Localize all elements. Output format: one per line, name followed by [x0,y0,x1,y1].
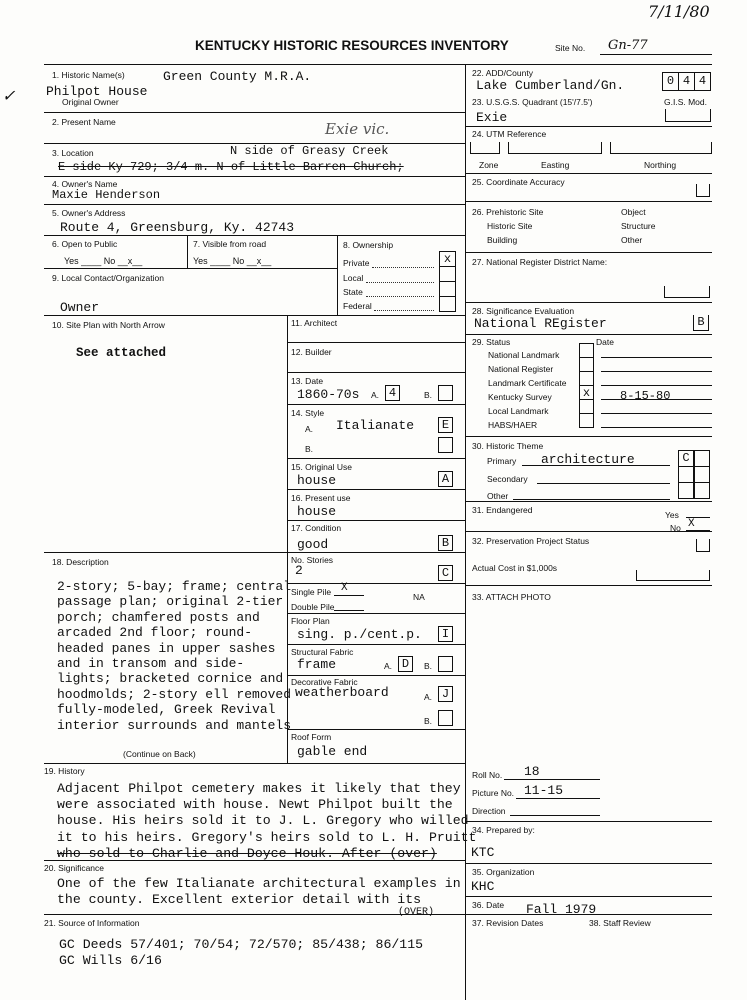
significance-line: One of the few Italianate architectural examples in [57,876,461,891]
corner-handwritten-note: 7/11/80 [648,2,710,21]
endangered-no-mark: X [688,518,695,530]
significance-label: 20. Significance [44,863,105,873]
site-plan-label: 10. Site Plan with North Arrow [52,320,165,330]
actual-cost-box [636,570,710,581]
roll-no-value: 18 [524,764,540,779]
theme-code-2 [694,450,710,467]
history-line: Adjacent Philpot cemetery makes it likely that they [57,781,461,796]
margin-check-mark: ✓ [2,86,16,105]
source-line: GC Deeds 57/401; 70/54; 72/570; 85/438; 86/115 [59,937,424,952]
significance-text [57,876,461,908]
theme-primary-label: Primary [487,456,517,466]
structural-b-label: B. [424,661,433,671]
status-label: 29. Status [472,337,511,347]
description-line: porch; chamfered posts and [57,609,260,625]
ownership-federal: Federal [343,301,372,311]
ownership-federal-box [439,296,456,312]
condition-value: good [297,537,329,552]
source-label: 21. Source of Information [44,918,140,928]
zone-label: Zone [479,160,499,170]
utm-northing-box [610,142,712,154]
ownership-private: Private [343,258,370,268]
status-date-value: 8-15-80 [620,389,671,403]
actual-cost-label: Actual Cost in $1,000s [472,563,558,573]
condition-code-box: B [438,535,453,551]
owners-name-value: Maxie Henderson [52,188,161,202]
decorative-b-box [438,710,453,726]
structure-label: Structure [621,221,656,231]
endangered-yes-label: Yes [665,510,679,520]
decorative-a-label: A. [424,692,433,702]
single-pile-mark: X [341,582,348,594]
usgs-value: Exie [476,110,508,125]
source-text [59,937,423,969]
gis-label: G.I.S. Mod. [664,97,707,107]
description-text [57,579,291,733]
date-a-label: A. [371,390,380,400]
organization-value: KHC [471,879,495,894]
visible-from-road-options: Yes ____ No __x__ [193,256,272,266]
status-box-3 [579,371,594,386]
status-kentucky-survey: Kentucky Survey [488,392,552,402]
organization-label: 35. Organization [472,867,535,877]
date-36-label: 36. Date [472,900,505,910]
add-county-label: 22. ADD/County [472,68,533,78]
coordinate-accuracy-label: 25. Coordinate Accuracy [472,177,565,187]
owners-address-label: 5. Owner's Address [52,208,126,218]
style-b-box [438,437,453,453]
ownership-local: Local [343,273,364,283]
significance-eval-label: 28. Significance Evaluation [472,306,575,316]
other-label: Other [621,235,643,245]
significance-over-mark: (OVER) [398,907,435,918]
history-line: house. His heirs sold it to J. L. Gregory who willed [57,813,469,829]
style-value: Italianate [336,418,415,433]
history-line: were associated with house. Newt Philpot built the [57,797,453,813]
local-contact-label: 9. Local Contact/Organization [52,273,164,283]
historic-name-value: Green County M.R.A. [163,69,312,84]
location-line-1: N side of Greasy Creek [230,144,389,158]
add-code-box-1: 0 [662,72,679,91]
coordinate-accuracy-box [696,184,710,197]
location-label: 3. Location [52,148,94,158]
prepared-by-value: KTC [471,845,495,860]
original-use-code-box: A [438,471,453,487]
historic-name-label: 1. Historic Name(s) [52,70,125,80]
floor-plan-label: Floor Plan [291,616,330,626]
historic-name-value-2: Philpot House [46,84,148,99]
single-pile-label: Single Pile [291,587,332,597]
preservation-box [696,539,710,552]
theme-other-label: Other [487,491,509,501]
endangered-label: 31. Endangered [472,505,533,515]
usgs-label: 23. U.S.G.S. Quadrant (15'/7.5') [472,97,593,107]
ownership-state: State [343,287,363,297]
status-box-4: x [579,385,594,400]
ownership-local-box [439,266,456,282]
structural-code-box: D [398,656,413,672]
date-36-value: Fall 1979 [526,902,597,917]
history-line: who sold to Charlie and Doyce Houk. After (over) [57,845,437,861]
historic-theme-label: 30. Historic Theme [472,441,544,451]
na-label: NA [413,592,425,602]
description-line: passage plan; original 2-tier [57,594,284,610]
history-text [57,781,476,862]
floor-plan-value: sing. p./cent.p. [297,627,422,642]
history-line: it to his heirs. Gregory's heirs sold to L. H. Pruitt [57,829,477,845]
building-label: Building [487,235,518,245]
status-box-5 [579,399,594,414]
theme-code-1: C [678,450,694,467]
theme-code-5 [678,482,694,499]
date-value: 1860-70s [297,387,360,402]
direction-label: Direction [472,806,506,816]
prepared-by-label: 34. Prepared by: [472,825,535,835]
structural-fabric-label: Structural Fabric [291,647,354,657]
status-box-1 [579,343,594,358]
continue-on-back-label: (Continue on Back) [123,749,196,759]
source-line: GC Wills 6/16 [59,953,162,969]
significance-line: the county. Excellent exterior detail with its [57,892,422,908]
description-line: hoodmolds; 2-story ell removed [57,686,292,702]
style-b-label: B. [305,444,314,454]
status-local-landmark: Local Landmark [488,406,549,416]
present-name-label: 2. Present Name [52,117,116,127]
status-box-6 [579,413,594,428]
floor-plan-code-box: I [438,626,453,642]
date-b-label: B. [424,390,433,400]
description-line: and in transom and side- [57,656,245,672]
utm-easting-box [508,142,602,154]
description-line: fully-modeled, Greek Revival [57,702,276,718]
structural-a-label: A. [384,661,393,671]
utm-label: 24. UTM Reference [472,129,547,139]
roof-form-value: gable end [297,744,368,759]
site-no-label: Site No. [555,43,586,53]
description-label: 18. Description [52,557,109,567]
date-code-box: 4 [385,385,400,401]
status-box-2 [579,357,594,372]
significance-eval-value: National REgister [474,316,607,331]
historic-site-label: Historic Site [487,221,533,231]
structural-fabric-value: frame [297,657,337,672]
owners-name-label: 4. Owner's Name [52,179,118,189]
stories-label: No. Stories [291,555,334,565]
visible-from-road-label: 7. Visible from road [193,239,267,249]
open-to-public-options: Yes ____ No __x__ [64,256,143,266]
nr-district-label: 27. National Register District Name: [472,257,608,267]
stories-code-box: C [438,565,453,581]
nr-district-box [664,286,710,298]
present-use-label: 16. Present use [291,493,351,503]
attach-photo-label: 33. ATTACH PHOTO [472,592,551,602]
endangered-no-label: No [670,523,681,533]
status-national-register: National Register [488,364,554,374]
description-line: interior surrounds and mantels [57,717,292,733]
ownership-label: 8. Ownership [343,240,394,250]
ownership-state-box [439,281,456,297]
style-a-label: A. [305,424,314,434]
utm-zone-box [470,142,500,154]
significance-eval-code-box: B [693,315,709,331]
style-code-box: E [438,417,453,433]
architect-label: 11. Architect [291,318,338,328]
easting-label: Easting [541,160,570,170]
status-landmark-certificate: Landmark Certificate [488,378,567,388]
double-pile-label: Double Pile [291,602,335,612]
roll-no-label: Roll No. [472,770,503,780]
revision-dates-label: 37. Revision Dates [472,918,544,928]
builder-label: 12. Builder [291,347,332,357]
add-code-box-3: 4 [694,72,711,91]
object-label: Object [621,207,646,217]
status-habs-haer: HABS/HAER [488,420,538,430]
northing-label: Northing [644,160,677,170]
site-no-value: Gn-77 [608,38,648,53]
picture-no-label: Picture No. [472,788,515,798]
add-county-value: Lake Cumberland/Gn. [476,78,625,93]
prehistoric-site-label: 26. Prehistoric Site [472,207,544,217]
description-line: arcaded 2nd floor; round- [57,625,253,641]
decorative-code-box: J [438,686,453,702]
original-owner-label: Original Owner [62,97,119,107]
location-line-2: E side Ky 729; 3/4 m. N of Little Barren Church; [58,160,404,174]
original-use-label: 15. Original Use [291,462,352,472]
form-title: KENTUCKY HISTORIC RESOURCES INVENTORY [195,38,509,53]
present-use-value: house [297,504,337,519]
staff-review-label: 38. Staff Review [589,918,651,928]
theme-code-3 [678,466,694,483]
decorative-fabric-label: Decorative Fabric [291,677,358,687]
preservation-label: 32. Preservation Project Status [472,536,590,546]
ownership-private-box: x [439,251,456,267]
roof-form-label: Roof Form [291,732,332,742]
site-plan-value: See attached [76,346,167,360]
structural-b-box [438,656,453,672]
original-use-value: house [297,473,337,488]
open-to-public-label: 6. Open to Public [52,239,118,249]
add-code-box-2: 4 [678,72,695,91]
description-line: lights; bracketed cornice and [57,671,284,687]
theme-secondary-label: Secondary [487,474,528,484]
local-contact-value: Owner [60,300,100,315]
stories-value: 2 [295,563,303,578]
description-line: headed panes in upper sashes [57,640,276,656]
present-name-handwritten: Exie vic. [325,120,390,138]
description-line: 2-story; 5-bay; frame; central [57,579,292,594]
history-label: 19. History [44,766,85,776]
date-b-box [438,385,453,401]
date-label: 13. Date [291,376,324,386]
form-top-border [44,64,712,65]
decorative-fabric-value: weatherboard [295,685,389,700]
condition-label: 17. Condition [291,523,342,533]
owners-address-value: Route 4, Greensburg, Ky. 42743 [60,220,295,235]
picture-no-value: 11-15 [524,783,564,798]
theme-primary-value: architecture [541,452,635,467]
decorative-b-label: B. [424,716,433,726]
status-national-landmark: National Landmark [488,350,560,360]
style-label: 14. Style [291,408,325,418]
gis-box [665,109,711,122]
status-date-label: Date [596,337,614,347]
theme-code-6 [694,482,710,499]
theme-code-4 [694,466,710,483]
